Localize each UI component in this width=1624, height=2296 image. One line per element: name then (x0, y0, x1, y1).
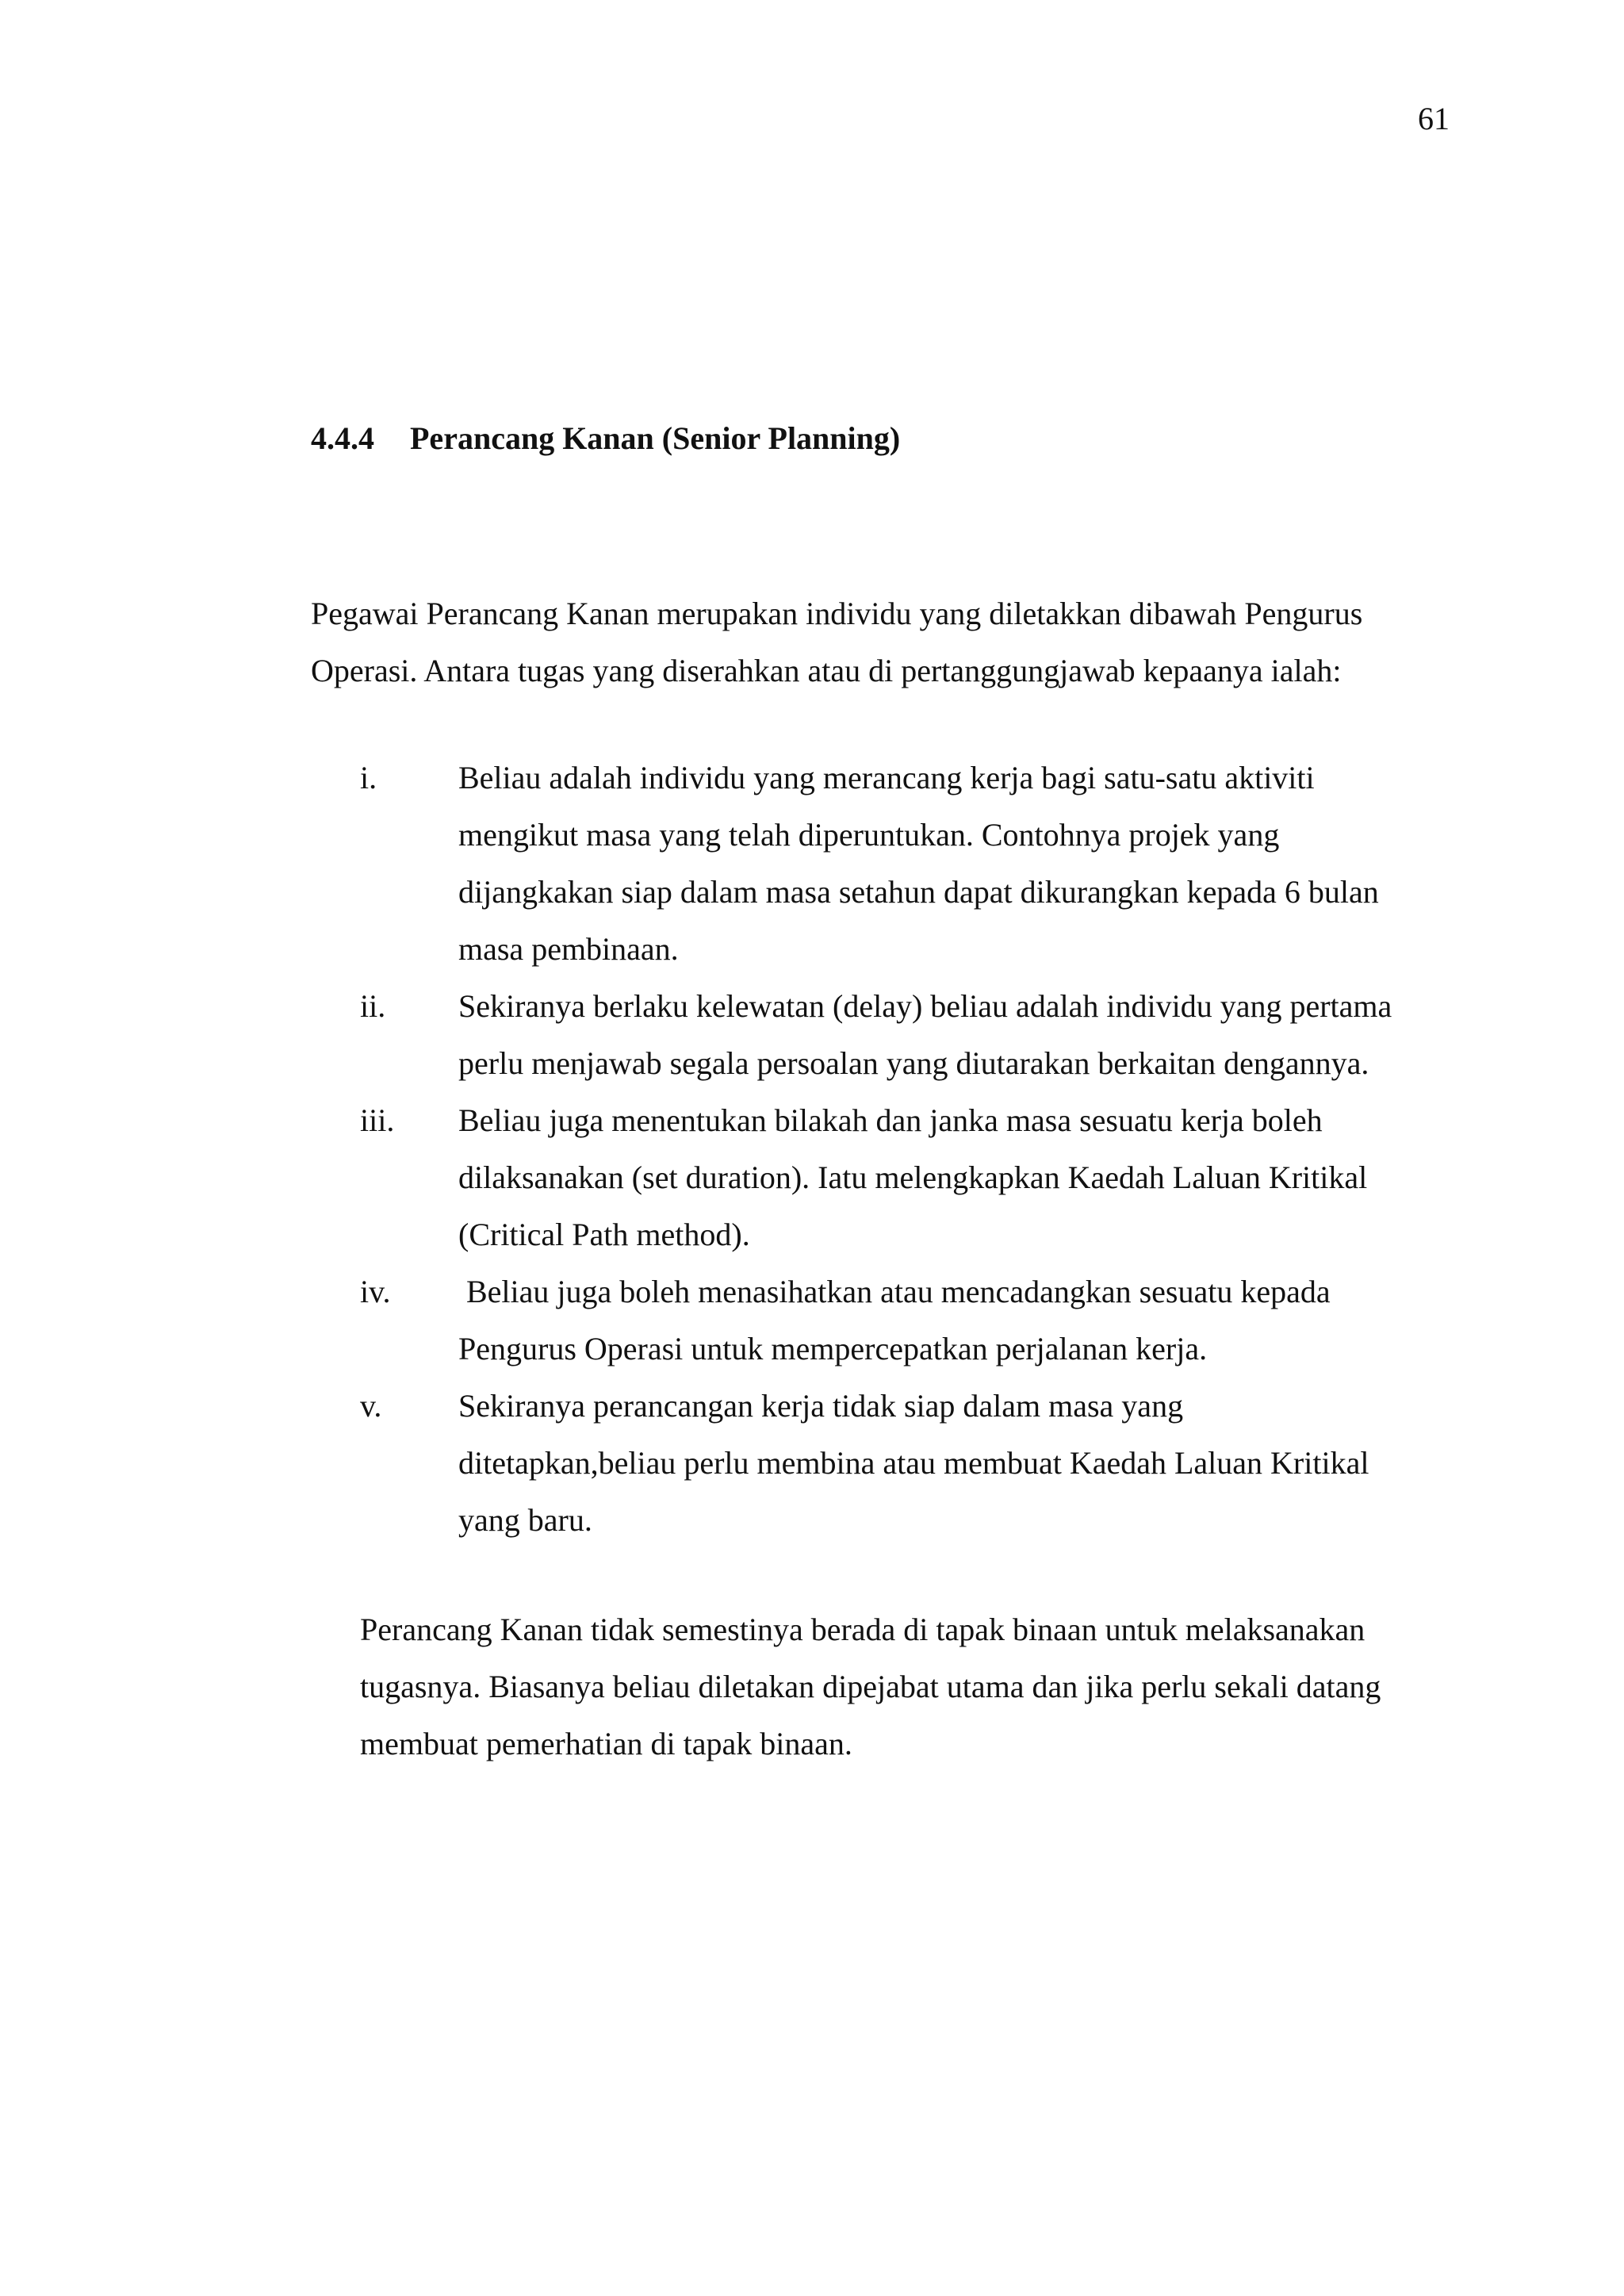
list-item (360, 978, 1486, 1092)
list-item-text (458, 1092, 1481, 1263)
list-item-text (458, 978, 1481, 1092)
closing-line: membuat pemerhatian di tapak binaan. (360, 1726, 852, 1761)
list-item (360, 749, 1486, 978)
closing-line: tugasnya. Biasanya beliau diletakan dipejabat utama dan jika perlu sekali datang (360, 1669, 1381, 1704)
list-item-line: (Critical Path method). (458, 1217, 750, 1252)
intro-line: Operasi. Antara tugas yang diserahkan atau di pertanggungjawab kepaanya ialah: (311, 653, 1342, 688)
intro-paragraph (311, 585, 1465, 700)
list-item-line: dijangkakan siap dalam masa setahun dapat dikurangkan kepada 6 bulan (458, 874, 1379, 910)
list-item-marker: iv. (360, 1274, 391, 1309)
list-item-text (458, 1263, 1481, 1378)
section-title: Perancang Kanan (Senior Planning) (410, 420, 901, 456)
list-item-line: Beliau adalah individu yang merancang kerja bagi satu-satu aktiviti (458, 760, 1315, 795)
duty-list (360, 749, 1486, 1549)
list-item-marker: iii. (360, 1102, 395, 1138)
closing-line: Perancang Kanan tidak semestinya berada di tapak binaan untuk melaksanakan (360, 1612, 1365, 1647)
list-item-line: Sekiranya perancangan kerja tidak siap dalam masa yang (458, 1388, 1184, 1424)
list-item-line: Beliau juga boleh menasihatkan atau mencadangkan sesuatu kepada (458, 1274, 1331, 1309)
list-item-marker: i. (360, 760, 377, 795)
list-item-line: yang baru. (458, 1502, 592, 1538)
list-item-text (458, 1378, 1481, 1549)
list-item-line: mengikut masa yang telah diperuntukan. Contohnya projek yang (458, 817, 1280, 853)
list-item (360, 1378, 1486, 1549)
list-item-line: dilaksanakan (set duration). Iatu melengkapkan Kaedah Laluan Kritikal (458, 1159, 1368, 1195)
section-heading (311, 418, 1461, 459)
list-item-line: ditetapkan,beliau perlu membina atau membuat Kaedah Laluan Kritikal (458, 1445, 1369, 1481)
list-item-marker: v. (360, 1388, 382, 1424)
list-item-line: perlu menjawab segala persoalan yang diutarakan berkaitan dengannya. (458, 1045, 1369, 1081)
list-item-marker: ii. (360, 988, 386, 1024)
list-item-line: masa pembinaan. (458, 931, 679, 967)
list-item-text (458, 749, 1481, 978)
intro-line: Pegawai Perancang Kanan merupakan individu yang diletakkan dibawah Pengurus (311, 596, 1363, 631)
page-number: 61 (1418, 101, 1450, 136)
section-number: 4.4.4 (311, 420, 374, 456)
list-item (360, 1092, 1486, 1263)
list-item-line: Beliau juga menentukan bilakah dan janka masa sesuatu kerja boleh (458, 1102, 1323, 1138)
closing-paragraph (360, 1601, 1486, 1773)
list-item-line: Sekiranya berlaku kelewatan (delay) beliau adalah individu yang pertama (458, 988, 1392, 1024)
list-item (360, 1263, 1486, 1378)
list-item-line: Pengurus Operasi untuk mempercepatkan perjalanan kerja. (458, 1331, 1208, 1366)
